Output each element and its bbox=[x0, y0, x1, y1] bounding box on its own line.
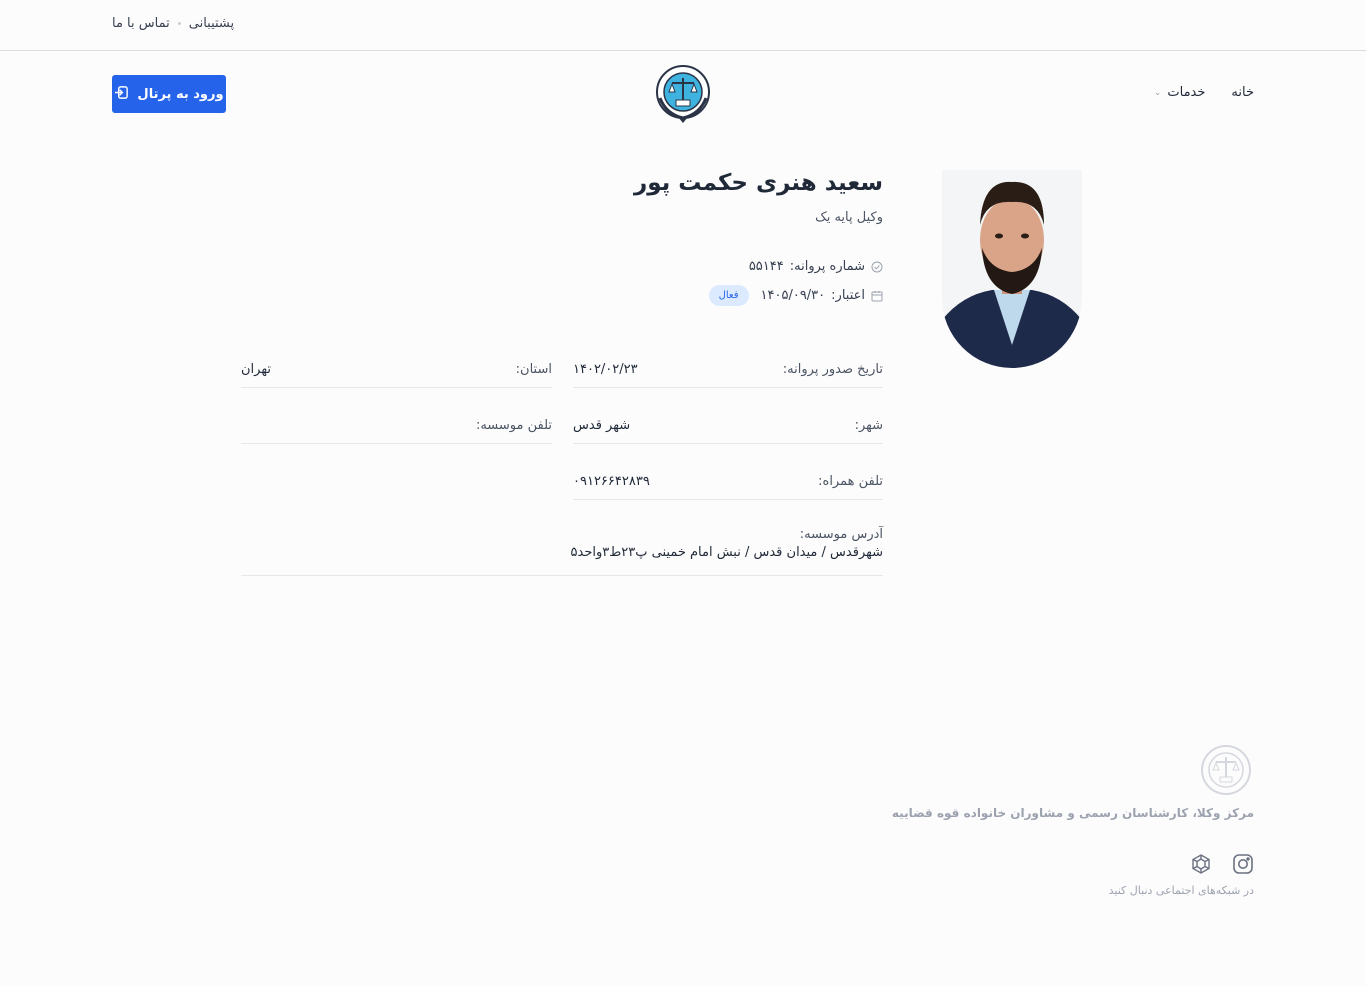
main-nav bbox=[1154, 85, 1254, 100]
chevron-down-icon: ⌄ bbox=[1153, 87, 1162, 98]
footer-title: مرکز وکلا، کارشناسان رسمی و مشاوران خانواده قوه قضاییه bbox=[891, 806, 1254, 820]
license-number: ۵۵۱۴۴ bbox=[748, 259, 784, 274]
office-phone-label: تلفن موسسه: bbox=[475, 418, 552, 433]
office-phone-field bbox=[241, 408, 552, 444]
issue-date-label: تاریخ صدور پروانه: bbox=[782, 362, 883, 377]
address-value: شهرقدس / میدان قدس / نبش امام خمینی پ۲۳ط۳واحد۵ bbox=[570, 545, 883, 560]
validity-date: ۱۴۰۵/۰۹/۳۰ bbox=[760, 288, 826, 303]
nav-home[interactable]: خانه bbox=[1231, 85, 1254, 100]
status-badge: فعال bbox=[709, 285, 749, 306]
judiciary-logo[interactable] bbox=[654, 64, 712, 124]
instagram-icon[interactable] bbox=[1232, 853, 1254, 875]
footer-logo bbox=[1199, 743, 1253, 797]
lawyer-photo bbox=[942, 170, 1082, 368]
license-row bbox=[749, 259, 883, 274]
support-link[interactable]: پشتیبانی bbox=[188, 16, 235, 31]
city-value: شهر قدس bbox=[573, 418, 631, 433]
lawyer-title: وکیل پایه یک bbox=[815, 210, 883, 225]
social-links bbox=[1190, 853, 1254, 875]
nav-services[interactable] bbox=[1154, 85, 1206, 100]
validity-label: اعتبار: bbox=[831, 288, 865, 303]
follow-text: در شبکه‌های اجتماعی دنبال کنید bbox=[1108, 884, 1254, 897]
city-field bbox=[573, 408, 883, 444]
address-label: آدرس موسسه: bbox=[799, 527, 883, 542]
utility-links bbox=[112, 16, 234, 31]
portal-login-label: ورود به پرتال bbox=[137, 86, 224, 102]
login-icon bbox=[114, 85, 129, 104]
mobile-field bbox=[573, 464, 883, 500]
province-value: تهران bbox=[241, 362, 271, 377]
mobile-label: تلفن همراه: bbox=[818, 474, 883, 489]
contact-link[interactable]: تماس با ما bbox=[112, 16, 170, 31]
portal-login-button[interactable] bbox=[112, 75, 226, 113]
issue-date-field bbox=[573, 352, 883, 388]
license-label: شماره پروانه: bbox=[789, 259, 865, 274]
validity-row bbox=[709, 285, 883, 306]
lawyer-name: سعید هنری حکمت پور bbox=[633, 170, 883, 196]
issue-date-value: ۱۴۰۲/۰۲/۲۳ bbox=[573, 362, 638, 377]
city-label: شهر: bbox=[854, 418, 883, 433]
check-circle-icon bbox=[871, 261, 883, 273]
calendar-icon bbox=[871, 290, 883, 302]
rubika-icon[interactable] bbox=[1190, 853, 1212, 875]
main-header bbox=[0, 52, 1366, 142]
mobile-value[interactable]: ۰۹۱۲۶۶۴۲۸۳۹ bbox=[573, 474, 650, 489]
address-field bbox=[241, 527, 883, 576]
province-field bbox=[241, 352, 552, 388]
separator-dot bbox=[178, 22, 181, 25]
nav-services-label: خدمات bbox=[1167, 85, 1206, 100]
province-label: استان: bbox=[515, 362, 552, 377]
top-utility-bar bbox=[0, 0, 1366, 51]
